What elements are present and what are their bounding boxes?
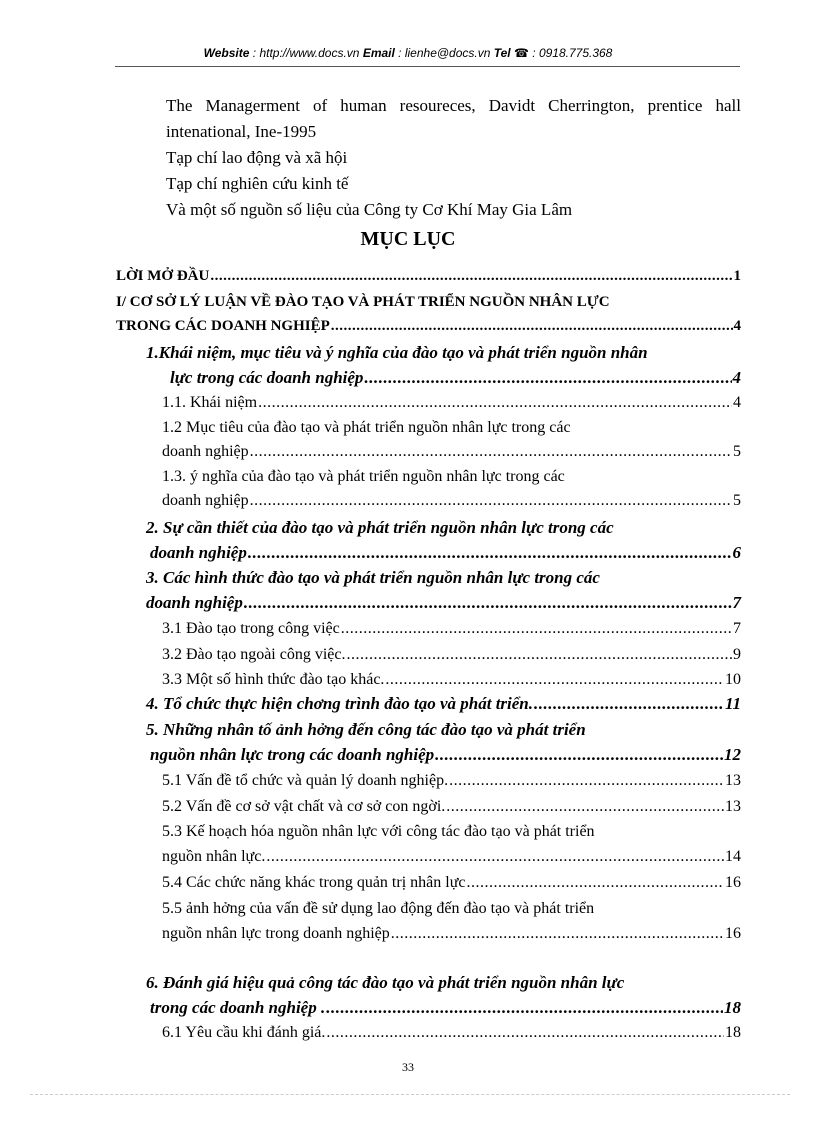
toc-entry[interactable]: 5.3 Kế hoạch hóa nguồn nhân lực với công tác đào tạo và phát triển: [162, 823, 595, 840]
toc-entry[interactable]: doanh nghiệp ..... 5: [162, 492, 741, 510]
toc-entry[interactable]: 3. Các hình thức đào tạo và phát triển nguồn nhân lực trong các: [146, 568, 600, 587]
email-value: : lienhe@docs.vn: [394, 46, 494, 60]
reference-3: Tạp chí nghiên cứu kinh tế: [166, 174, 349, 193]
website-value: : http://www.docs.vn: [249, 46, 363, 60]
email-label: Email: [362, 46, 395, 60]
toc-entry[interactable]: 3.2 Đào tạo ngoài công việc. ..... 9: [162, 646, 741, 664]
toc-entry[interactable]: doanh nghiệp ..... 7: [146, 593, 741, 613]
header-divider: [115, 66, 740, 67]
toc-entry[interactable]: 5.4 Các chức năng khác trong quản trị nhân lực ..... 16: [162, 874, 741, 892]
toc-entry[interactable]: 3.3 Một số hình thức đào tạo khác. ..... 10: [162, 671, 741, 689]
toc-entry[interactable]: 1.2 Mục tiêu của đào tạo và phát triển nguồn nhân lực trong các: [162, 419, 571, 436]
page-number: 33: [402, 1060, 414, 1074]
toc-entry[interactable]: nguồn nhân lực trong các doanh nghiệp ..... 12: [150, 745, 741, 765]
toc-entry[interactable]: 6.1 Yêu cầu khi đánh giá. ..... 18: [162, 1024, 741, 1042]
toc-entry[interactable]: trong các doanh nghiệp . ..... 18: [150, 998, 741, 1018]
tel-value: : 0918.775.368: [528, 46, 613, 60]
toc-entry[interactable]: lực trong các doanh nghiệp ..... 4: [170, 368, 741, 388]
toc-entry[interactable]: nguồn nhân lực. ..... 14: [162, 848, 741, 866]
reference-2: Tạp chí lao động và xã hội: [166, 148, 348, 167]
toc-entry[interactable]: 5.2 Vấn đề cơ sở vật chất và cơ sở con ngời. ..... 13: [162, 798, 741, 816]
toc-entry[interactable]: doanh nghiệp ..... 6: [150, 543, 741, 563]
toc-entry[interactable]: 1.1. Khái niệm ..... 4: [162, 394, 741, 412]
toc-entry[interactable]: 2. Sự cần thiết của đào tạo và phát triển nguồn nhân lực trong các: [146, 518, 614, 537]
toc-entry[interactable]: LỜI MỞ ĐẦU ..... 1: [116, 268, 741, 285]
website-label: Website: [203, 46, 250, 60]
reference-1: The Managerment of human resoureces, Davidt Cherrington, prentice hall intenational, Ine-1995: [166, 96, 741, 141]
toc-entry[interactable]: 6. Đánh giá hiệu quả công tác đào tạo và phát triển nguồn nhân lực: [146, 973, 625, 992]
toc-entry[interactable]: 5.5 ảnh hởng của vấn đề sử dụng lao động đến đào tạo và phát triển: [162, 900, 595, 917]
toc-entry[interactable]: TRONG CÁC DOANH NGHIỆP ..... 4: [116, 318, 741, 335]
page-bottom-divider: [30, 1094, 790, 1095]
toc-entry[interactable]: 1.3. ý nghĩa của đào tạo và phát triển nguồn nhân lực trong các: [162, 468, 565, 485]
toc-title: MỤC LỤC: [360, 228, 456, 250]
page-header: [0, 46, 816, 60]
toc-entry[interactable]: I/ CƠ SỞ LÝ LUẬN VỀ ĐÀO TẠO VÀ PHÁT TRIỂN NGUỒN NHÂN LỰC: [116, 294, 610, 310]
toc-entry[interactable]: doanh nghiệp ..... 5: [162, 443, 741, 461]
toc-entry[interactable]: 4. Tổ chức thực hiện chơng trình đào tạo và phát triển. ..... 11: [146, 694, 741, 714]
toc-entry[interactable]: 1.Khái niệm, mục tiêu và ý nghĩa của đào tạo và phát triển nguồn nhân: [146, 343, 648, 362]
toc-entry[interactable]: 3.1 Đào tạo trong công việc ..... 7: [162, 620, 741, 638]
reference-4: Và một số nguồn số liệu của Công ty Cơ Khí May Gia Lâm: [166, 200, 573, 219]
tel-label: Tel: [493, 46, 511, 60]
toc-entry[interactable]: 5. Những nhân tố ảnh hởng đến công tác đào tạo và phát triển: [146, 720, 586, 739]
toc-entry[interactable]: 5.1 Vấn đề tổ chức và quản lý doanh nghiệp. ..... 13: [162, 772, 741, 790]
toc-entry[interactable]: nguồn nhân lực trong doanh nghiệp ..... 16: [162, 925, 741, 943]
phone-icon: ☎: [510, 46, 529, 60]
